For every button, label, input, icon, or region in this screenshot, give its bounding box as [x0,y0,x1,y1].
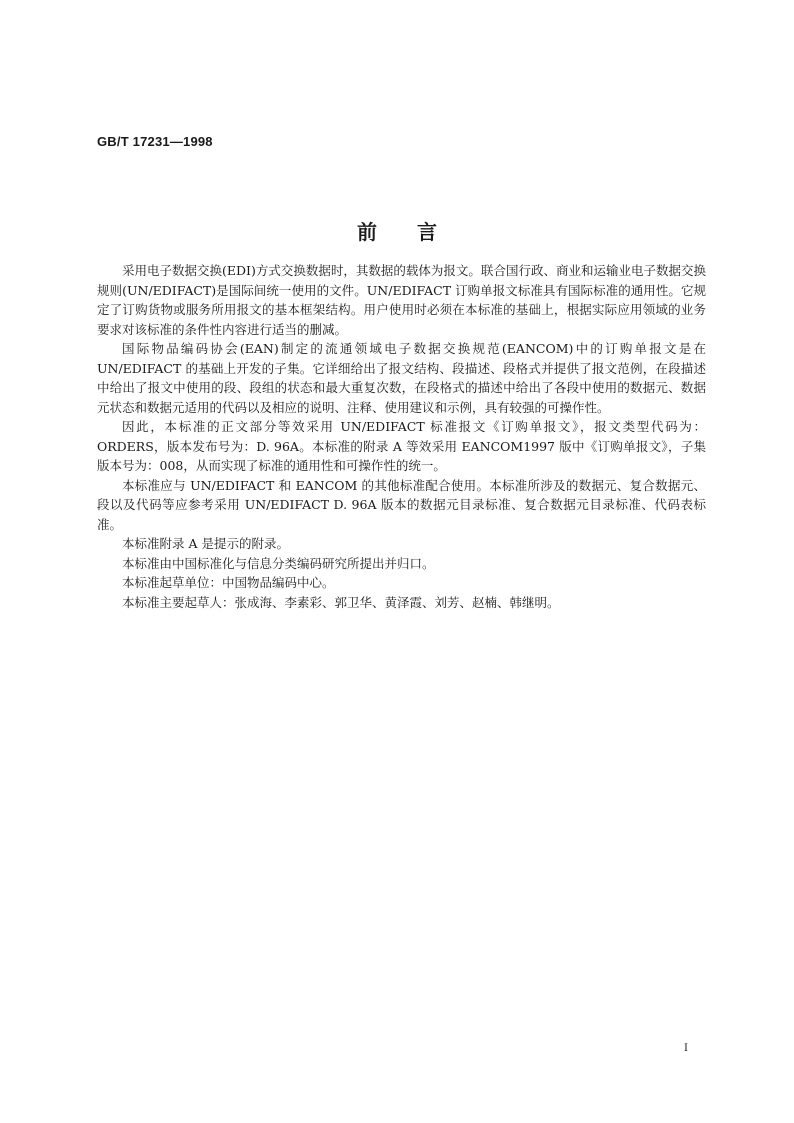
paragraph-adoption: 因此，本标准的正文部分等效采用 UN/EDIFACT 标准报文《订购单报文》，报文类型代码为：ORDERS，版本发布号为：D. 96A。本标准的附录 A 等效采用 EANCOM1997 版中《订购单报文》，子集版本号为：008，从而实现了标准的通用性和可操作性的统一。 [97,419,706,473]
paragraph-proposer: 本标准由中国标准化与信息分类编码研究所提出并归口。 [122,555,435,571]
standard-code: GB/T 17231—1998 [97,134,213,149]
paragraph-appendix: 本标准附录 A 是提示的附录。 [122,536,289,551]
foreword-body [97,261,706,612]
page-title: 前言 [357,220,477,244]
paragraph-eancom: 国际物品编码协会(EAN)制定的流通领域电子数据交换规范(EANCOM)中的订购单报文是在UN/EDIFACT 的基础上开发的子集。它详细给出了报文结构、段描述、段格式并提供了报文范例，在段描述中给出了报文中使用的段、段组的状态和最大重复次数，在段格式的描述中给出了各段中使用的数据元、数据元状态和数据元适用的代码以及相应的说明、注释、使用建议和示例，具有较强的可操作性。 [97,341,706,415]
paragraph-edi-intro: 采用电子数据交换(EDI)方式交换数据时，其数据的载体为报文。联合国行政、商业和运输业电子数据交换规则(UN/EDIFACT)是国际间统一使用的文件。UN/EDIFACT 订购单报文标准具有国际标准的通用性。它规定了订购货物或服务所用报文的基本框架结构。用户使用时必须在本标准的基础上，根据实际应用领域的业务要求对该标准的条件性内容进行适当的删减。 [97,263,706,337]
paragraph-drafting-unit: 本标准起草单位：中国物品编码中心。 [122,575,335,590]
paragraph-usage: 本标准应与 UN/EDIFACT 和 EANCOM 的其他标准配合使用。本标准所涉及的数据元、复合数据元、段以及代码等应参考采用 UN/EDIFACT D. 96A 版本的数据元目录标准、复合数据元目录标准、代码表标准。 [97,477,706,532]
paragraph-drafters: 本标准主要起草人：张成海、李素彩、郭卫华、黄泽霞、刘芳、赵楠、韩继明。 [122,594,560,610]
page-number: I [684,1043,688,1054]
